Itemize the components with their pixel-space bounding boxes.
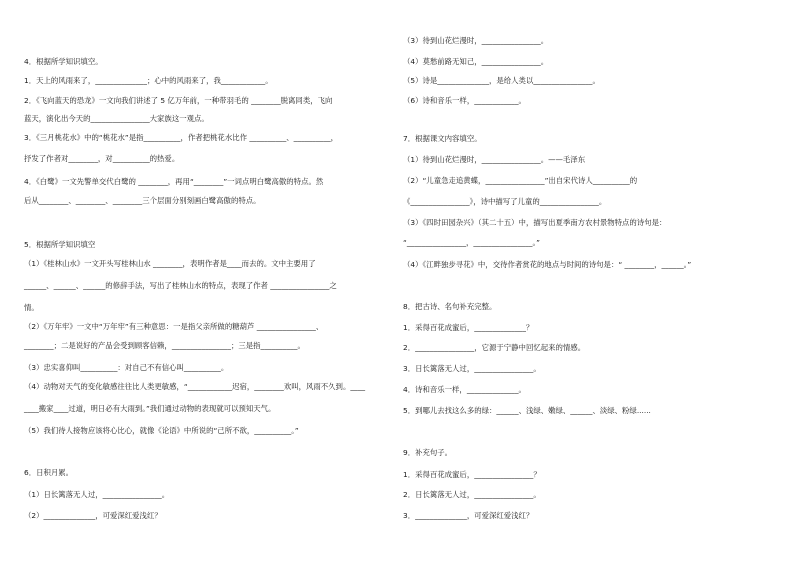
left-column-line: 后从________、________、________三个层面分别刻画白鹭高傲的特点。 (24, 196, 261, 205)
right-column-line: （3）待到山花烂漫时，________________。 (403, 36, 549, 45)
left-column-line: （1）日长篱落无人过，________________。 (24, 490, 170, 499)
left-column-line: 3．《三月桃花水》中的“桃花水”是指__________，作者把桃花水比作 __________、__________， (24, 133, 339, 142)
left-column-line: 6．日积月累。 (24, 468, 74, 477)
left-column-line: （3）忠实喜仰叫__________：对自己不有信心叫__________。 (24, 363, 229, 372)
right-column-line: （2）“儿童急走追黄蝶，________________”出自宋代诗人__________的 (403, 176, 638, 185)
right-column-line: 8．把古诗、名句补充完整。 (403, 302, 497, 311)
right-column-line: 2．________________，它源于宁静中回忆起来的情感。 (403, 343, 586, 352)
left-column-line: 情。 (24, 303, 39, 312)
right-column-line: （1）待到山花烂漫时，________________。——毛泽东 (403, 155, 586, 164)
right-column-line: 《________________》，诗中描写了儿童的________________。 (403, 197, 607, 206)
left-column-line: 4．《白鹭》一文先警单交代白鹭的 ________，再用“________”一词点明白鹭高傲的特点。然 (24, 177, 324, 186)
right-column-line: 4．诗和音乐一样，______________。 (403, 385, 526, 394)
right-column-line: 5．到哪儿去找这么多的绿：______、浅绿、嫩绿、______、淡绿、粉绿...... (403, 406, 651, 415)
left-column-line: （4）动物对天气的变化敏感往往比人类更敏感，“____________迟宿，________欢叫，风雨不久到。____ (24, 382, 366, 391)
left-column-line: 2．《飞向蓝天的恐龙》一文向我们讲述了 5 亿万年前，一种带羽毛的 ________脱离同类，飞向 (24, 96, 333, 105)
left-column-line: （1）《桂林山水》一文开头写桂林山水 ________，表明作者是____而去的。文中主要用了 (24, 259, 316, 268)
right-column-line: 7．根据课文内容填空。 (403, 134, 482, 143)
left-column-line: ________；二是说好的产品会受到顾客信赖，________________；三是指__________。 (24, 341, 305, 350)
left-column-line: （2）______________，可爱深红爱浅红？ (24, 511, 162, 520)
right-column-line: 9．补充句子。 (403, 448, 453, 457)
right-column-line: （4）莫愁前路无知己，________________。 (403, 57, 549, 66)
left-column-line: （5）我们待人接物应该将心比心，就像《论语》中所说的“己所不欲，__________。” (24, 426, 299, 435)
right-column-line: 3．______________，可爱深红爱浅红？ (403, 511, 534, 520)
left-column-line: 1．天上的风雨来了，______________；心中的风雨来了，我____________。 (24, 76, 273, 85)
right-column-line: 1．采得百花成蜜后，________________？ (403, 470, 541, 479)
left-column-line: 抒发了作者对________，对__________的热爱。 (24, 154, 180, 163)
right-column-line: （5）诗是______________，是给人类以________________。 (403, 76, 600, 85)
right-column-line: （6）诗和音乐一样，____________。 (403, 96, 526, 105)
left-column-line: 蓝天，演化出今天的________________大家族这一观点。 (24, 114, 209, 123)
right-column-line: 3．日长篱落无人过，________________。 (403, 364, 541, 373)
left-column-line: 5．根据所学知识填空 (24, 240, 96, 249)
left-column-line: ______、______、______的修辞手法，写出了桂林山水的特点，表现了作者 ________________之 (24, 281, 337, 290)
right-column-line: （3）《四时田园杂兴》（其二十五）中，描写出夏季南方农村景物特点的诗句是： (403, 218, 667, 227)
right-column-line: 2．日长篱落无人过，________________。 (403, 490, 541, 499)
right-column-line: （4）《江畔独步寻花》中，交待作者赏花的地点与时间的诗句是：“ ________，______。” (403, 260, 692, 269)
left-column-line: （2）《万年牢》一文中“万年牢”有三种意思：一是指父亲所做的糖葫芦 ________________、 (24, 322, 324, 331)
right-column-line: 1．采得百花成蜜后，______________？ (403, 323, 534, 332)
left-column-line: 4．根据所学知识填空。 (24, 57, 103, 66)
right-column-line: “________________，________________。” (403, 238, 540, 247)
left-column-line: ____搬家____过道，明日必有大雨到。”我们通过动物的表现就可以预知天气。 (24, 404, 276, 413)
